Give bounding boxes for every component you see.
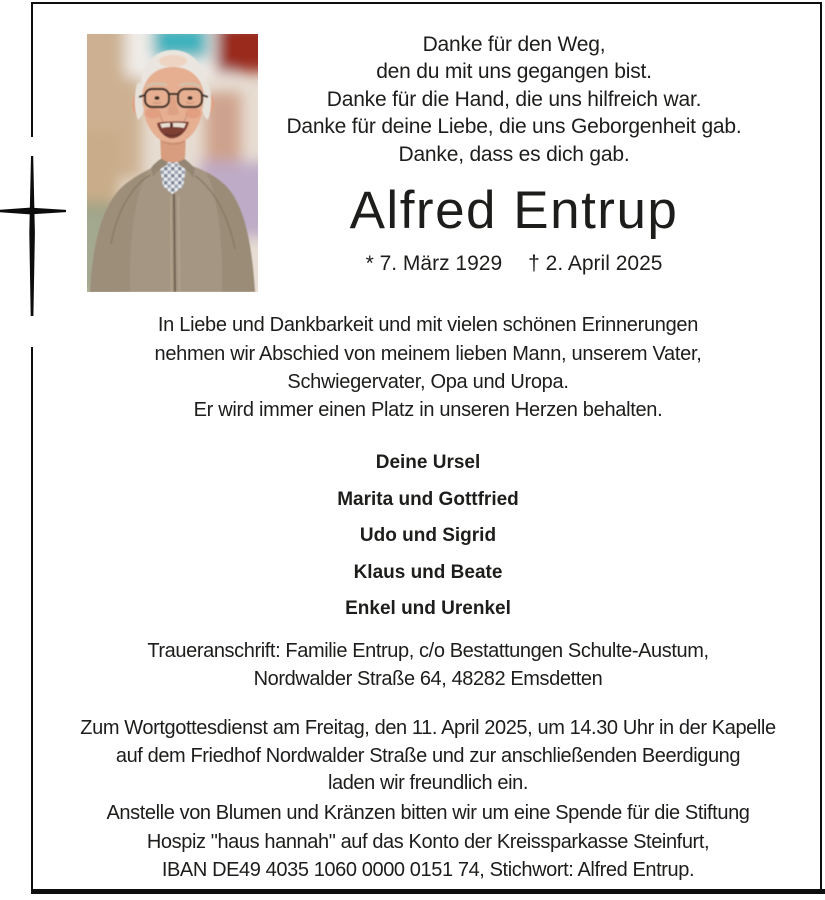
deceased-name: Alfred Entrup	[349, 181, 679, 240]
closing-sentence: Er wird immer einen Platz in unseren Herzen behalten.	[193, 399, 663, 421]
verse-line: Danke für den Weg,	[422, 33, 606, 56]
address-line: Nordwalder Straße 64, 48282 Emsdetten	[253, 667, 603, 690]
service-line: auf dem Friedhof Nordwalder Straße und zur anschließenden Beerdigung	[115, 744, 741, 767]
service-line: Zum Wortgottesdienst am Freitag, den 11. April 2025, um 14.30 Uhr in der Kapelle	[80, 717, 776, 739]
verse-line: den du mit uns gegangen bist.	[376, 60, 652, 84]
mourner-name: Enkel und Urenkel	[345, 598, 511, 620]
verse-line: Danke für deine Liebe, die uns Geborgenheit gab.	[286, 115, 742, 139]
life-dates	[258, 252, 770, 276]
tribute-paragraph	[31, 311, 825, 397]
mourners-list	[31, 445, 825, 628]
page-border-bottom	[31, 889, 825, 894]
mourner-name: Marita und Gottfried	[337, 488, 519, 510]
service-info	[31, 715, 825, 798]
opening-verse	[258, 31, 770, 168]
tribute-line: In Liebe und Dankbarkeit und mit vielen schönen Erinnerungen	[157, 314, 699, 336]
birth-date: * 7. März 1929	[365, 252, 503, 275]
verse-line: Danke, dass es dich gab.	[398, 142, 630, 166]
donation-line: Hospiz "haus hannah" auf das Konto der Kreissparkasse Steinfurt,	[146, 830, 710, 853]
donation-line: IBAN DE49 4035 1060 0000 0151 74, Stichwort: Alfred Entrup.	[161, 859, 695, 882]
page-border-left-upper	[31, 2, 33, 137]
address-line: Traueranschrift: Familie Entrup, c/o Bestattungen Schulte-Austum,	[147, 640, 709, 662]
page-border-top	[31, 2, 822, 4]
service-line: laden wir freundlich ein.	[327, 772, 529, 795]
donation-info	[31, 799, 825, 885]
death-date: † 2. April 2025	[528, 252, 663, 275]
portrait-photo	[87, 34, 258, 292]
mourning-address	[31, 638, 825, 693]
tribute-line: Schwiegervater, Opa und Uropa.	[287, 371, 569, 394]
verse-line: Danke für die Hand, die uns hilfreich war.	[326, 87, 702, 111]
cross-icon	[0, 148, 70, 320]
mourner-name: Udo und Sigrid	[359, 525, 497, 547]
mourner-name: Klaus und Beate	[353, 561, 503, 583]
donation-line: Anstelle von Blumen und Kränzen bitten wir um eine Spende für die Stiftung	[106, 802, 750, 824]
mourner-name: Deine Ursel	[375, 452, 481, 473]
tribute-line: nehmen wir Abschied von meinem lieben Mann, unserem Vater,	[154, 342, 702, 365]
